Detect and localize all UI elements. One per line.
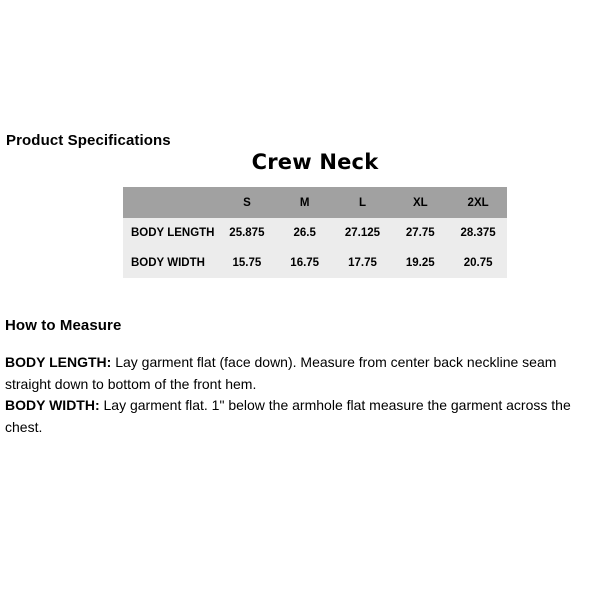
how-to-measure-heading: How to Measure — [5, 317, 122, 334]
body-width-term: BODY WIDTH: — [5, 397, 100, 413]
body-length-instruction — [5, 352, 597, 395]
measurement-instructions — [5, 352, 597, 438]
size-chart-header-row — [123, 187, 507, 218]
body-length-s: 25.875 — [218, 218, 276, 248]
size-column-header-xl: XL — [391, 187, 449, 218]
size-column-header-l: L — [334, 187, 392, 218]
size-column-header-m: M — [276, 187, 334, 218]
body-width-2xl: 20.75 — [449, 248, 507, 278]
size-column-header-s: S — [218, 187, 276, 218]
body-length-l: 27.125 — [334, 218, 392, 248]
table-row — [123, 218, 507, 248]
size-chart-table — [123, 187, 507, 278]
row-label-body-length: BODY LENGTH — [123, 218, 218, 248]
row-label-body-width: BODY WIDTH — [123, 248, 218, 278]
body-width-xl: 19.25 — [391, 248, 449, 278]
product-title: Crew Neck — [251, 150, 379, 174]
body-length-m: 26.5 — [276, 218, 334, 248]
body-width-m: 16.75 — [276, 248, 334, 278]
body-width-s: 15.75 — [218, 248, 276, 278]
body-length-2xl: 28.375 — [449, 218, 507, 248]
product-specifications-heading: Product Specifications — [6, 132, 171, 149]
body-length-xl: 27.75 — [391, 218, 449, 248]
size-column-header-2xl: 2XL — [449, 187, 507, 218]
size-chart-corner-cell — [123, 187, 218, 218]
table-row — [123, 248, 507, 278]
body-width-description: Lay garment flat. 1" below the armhole flat measure the garment across the chest. — [5, 397, 571, 435]
body-width-l: 17.75 — [334, 248, 392, 278]
body-length-term: BODY LENGTH: — [5, 354, 112, 370]
body-width-instruction — [5, 395, 597, 438]
body-length-description: Lay garment flat (face down). Measure from center back neckline seam straight down to bottom of the front hem. — [5, 354, 557, 392]
